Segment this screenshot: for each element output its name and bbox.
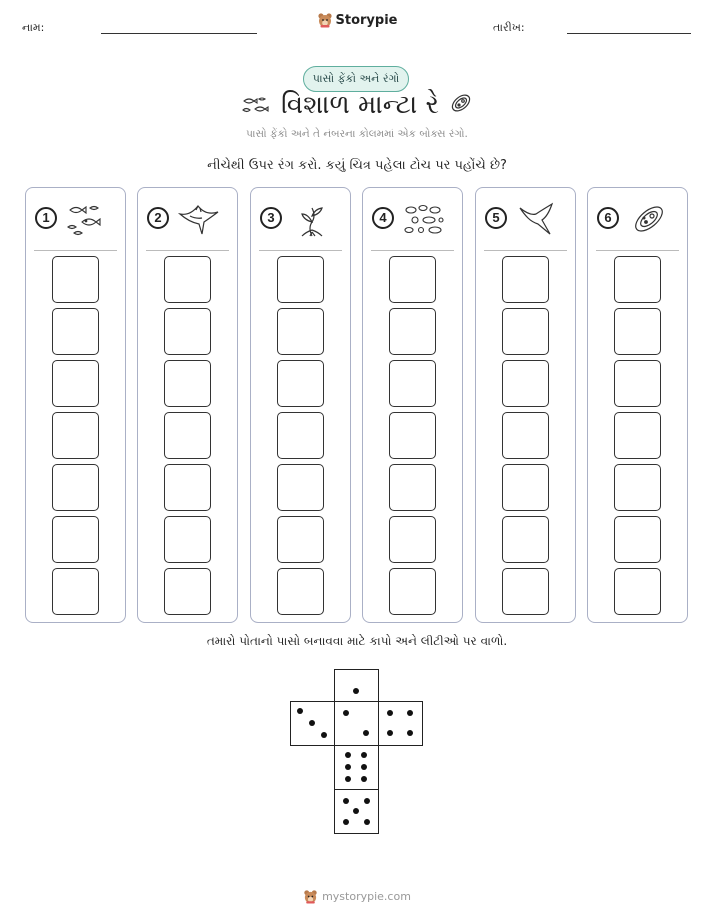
- color-box[interactable]: [614, 464, 661, 511]
- color-box[interactable]: [614, 256, 661, 303]
- dice-pip: [387, 730, 393, 736]
- name-label: નામ:: [22, 21, 45, 34]
- color-box[interactable]: [502, 308, 549, 355]
- color-box[interactable]: [614, 308, 661, 355]
- color-box[interactable]: [389, 464, 436, 511]
- color-box[interactable]: [277, 568, 324, 615]
- column-6: [587, 187, 688, 623]
- dice-pip: [343, 819, 349, 825]
- date-line[interactable]: [567, 33, 691, 34]
- color-box[interactable]: [52, 360, 99, 407]
- color-box[interactable]: [164, 412, 211, 459]
- column-divider: [596, 250, 679, 251]
- dice-pip: [297, 708, 303, 714]
- color-box[interactable]: [164, 464, 211, 511]
- dice-pip: [407, 730, 413, 736]
- dice-pip: [387, 710, 393, 716]
- color-box[interactable]: [277, 360, 324, 407]
- dice-pip: [364, 798, 370, 804]
- plankton-icon: [401, 200, 447, 238]
- column-header: [138, 188, 237, 250]
- dice-pip: [353, 808, 359, 814]
- dice-pip: [345, 752, 351, 758]
- brand-text: Storypie: [335, 13, 398, 28]
- column-2: [137, 187, 238, 623]
- color-box[interactable]: [614, 568, 661, 615]
- color-box[interactable]: [389, 412, 436, 459]
- color-box[interactable]: [52, 516, 99, 563]
- color-box[interactable]: [52, 464, 99, 511]
- color-box[interactable]: [614, 516, 661, 563]
- column-header: [476, 188, 575, 250]
- footer: [0, 889, 714, 904]
- column-number-badge: 1: [35, 207, 57, 229]
- color-box[interactable]: [164, 308, 211, 355]
- instructions-subtitle: પાસો ફેંકો અને તે નંબરના કોલમમાં એક બોક્સ રંગો.: [246, 128, 468, 140]
- color-box[interactable]: [502, 256, 549, 303]
- dice-pip: [361, 776, 367, 782]
- color-box[interactable]: [164, 256, 211, 303]
- column-number-badge: 3: [260, 207, 282, 229]
- column-number-badge: 6: [597, 207, 619, 229]
- footer-url: mystorypie.com: [322, 890, 411, 903]
- color-box[interactable]: [164, 516, 211, 563]
- color-box[interactable]: [502, 464, 549, 511]
- color-box[interactable]: [614, 360, 661, 407]
- color-box[interactable]: [502, 360, 549, 407]
- color-box[interactable]: [277, 516, 324, 563]
- column-5: [475, 187, 576, 623]
- color-box[interactable]: [277, 256, 324, 303]
- color-box[interactable]: [389, 360, 436, 407]
- color-box[interactable]: [277, 308, 324, 355]
- column-divider: [484, 250, 567, 251]
- color-box[interactable]: [52, 256, 99, 303]
- storypie-footer-bear-icon: [303, 889, 318, 904]
- color-box[interactable]: [277, 412, 324, 459]
- dice-pip: [364, 819, 370, 825]
- fish-school-icon: [64, 200, 110, 238]
- color-box[interactable]: [52, 568, 99, 615]
- question-text: નીચેથી ઉપર રંગ કરો. કયું ચિત્ર પહેલા ટોચ પર પહોંચે છે?: [207, 158, 507, 173]
- activity-badge: પાસો ફેંકો અને રંગો: [303, 66, 409, 92]
- dice-face-6: [334, 745, 379, 790]
- column-number-badge: 4: [372, 207, 394, 229]
- dice-face-5: [334, 789, 379, 834]
- color-box[interactable]: [52, 412, 99, 459]
- name-line[interactable]: [101, 33, 257, 34]
- column-4: [362, 187, 463, 623]
- storypie-bear-icon: [317, 12, 333, 28]
- column-number-badge: 2: [147, 207, 169, 229]
- dice-pip: [345, 764, 351, 770]
- column-header: [26, 188, 125, 250]
- dice-pip: [361, 752, 367, 758]
- dice-pip: [343, 798, 349, 804]
- dice-face-2: [334, 701, 379, 746]
- color-box[interactable]: [389, 568, 436, 615]
- dice-pip: [321, 732, 327, 738]
- dice-face-3: [290, 701, 335, 746]
- color-box[interactable]: [277, 464, 324, 511]
- manta-ray-icon: [176, 200, 222, 238]
- date-label: તારીખ:: [493, 21, 525, 34]
- dice-pip: [345, 776, 351, 782]
- title-text: વિશાળ માન્ટા રે: [281, 90, 439, 120]
- dice-face-4: [378, 701, 423, 746]
- brand-logo: [0, 12, 714, 28]
- column-divider: [34, 250, 117, 251]
- dice-pip: [353, 688, 359, 694]
- column-header: [251, 188, 350, 250]
- color-box[interactable]: [164, 360, 211, 407]
- dice-pip: [363, 730, 369, 736]
- page-title: [0, 90, 714, 122]
- dice-pip: [309, 720, 315, 726]
- column-3: [250, 187, 351, 623]
- color-box[interactable]: [389, 308, 436, 355]
- color-box[interactable]: [164, 568, 211, 615]
- color-box[interactable]: [614, 412, 661, 459]
- fish-school-icon: [241, 92, 271, 122]
- dice-pip: [361, 764, 367, 770]
- column-divider: [371, 250, 454, 251]
- color-box[interactable]: [389, 516, 436, 563]
- column-divider: [259, 250, 342, 251]
- dice-pip: [343, 710, 349, 716]
- column-divider: [146, 250, 229, 251]
- column-header: [588, 188, 687, 250]
- color-box[interactable]: [502, 568, 549, 615]
- column-header: [363, 188, 462, 250]
- color-box[interactable]: [52, 308, 99, 355]
- parasite-icon: [626, 200, 672, 238]
- manta-ray-small-icon: [514, 200, 560, 238]
- dice-pip: [407, 710, 413, 716]
- parasite-icon: [449, 91, 473, 122]
- column-number-badge: 5: [485, 207, 507, 229]
- seaweed-icon: [289, 200, 335, 238]
- color-box[interactable]: [502, 412, 549, 459]
- color-box[interactable]: [389, 256, 436, 303]
- color-box[interactable]: [502, 516, 549, 563]
- column-1: [25, 187, 126, 623]
- cut-instructions: તમારો પોતાનો પાસો બનાવવા માટે કાપો અને લીટીઓ પર વાળો.: [206, 634, 508, 648]
